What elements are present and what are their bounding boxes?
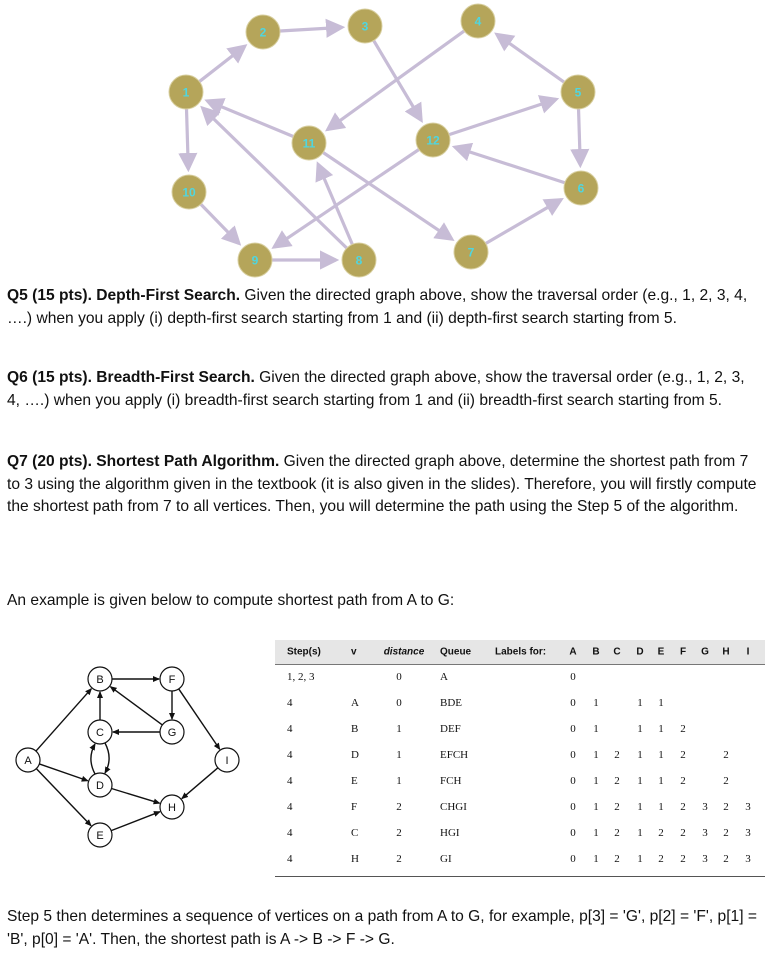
table-cell: 1 (593, 749, 599, 761)
table-cell: 0 (570, 723, 576, 735)
node-label: 9 (251, 253, 259, 268)
table-cell: 1 (593, 697, 599, 709)
table-cell: 3 (745, 801, 751, 813)
table-cell: FCH (440, 775, 462, 787)
table-cell: B (351, 723, 359, 735)
q7-title: Q7 (20 pts). Shortest Path Algorithm. (7, 453, 280, 470)
table-cell: C (351, 827, 359, 839)
question-q7 (7, 451, 759, 519)
table-cell: 1 (593, 775, 599, 787)
example-intro: An example is given below to compute shortest path from A to G: (7, 592, 455, 609)
table-cell: 1 (637, 723, 643, 735)
table-cell: 1 (658, 749, 664, 761)
edge-6-12 (455, 147, 565, 183)
table-cell: BDE (440, 697, 462, 709)
table-cell: 1 (658, 775, 664, 787)
table-cell: 0 (570, 775, 576, 787)
table-cell: 1 (658, 801, 664, 813)
example-node-label: F (168, 674, 176, 686)
graph-node-10 (172, 175, 206, 209)
table-cell: 2 (614, 775, 620, 787)
graph-node-7 (454, 235, 488, 269)
node-label: 4 (474, 14, 482, 29)
table-cell: 2 (680, 801, 686, 813)
table-cell: 0 (396, 697, 402, 709)
table-cell: 2 (723, 801, 729, 813)
table-cell: 2 (680, 853, 686, 865)
edge-5-4 (497, 34, 564, 82)
table-cell: 4 (287, 697, 293, 709)
table-cell: CHGI (440, 801, 467, 813)
table-cell: HGI (440, 827, 460, 839)
table-cell: 2 (723, 853, 729, 865)
table-header-cell: Queue (440, 646, 472, 658)
table-cell: 4 (287, 853, 293, 865)
table-cell: 1 (396, 723, 402, 735)
table-cell: 3 (702, 827, 708, 839)
table-header-cell: distance (383, 646, 425, 658)
table-cell: 0 (570, 801, 576, 813)
table-cell: 4 (287, 827, 293, 839)
graph-node-6 (564, 171, 598, 205)
step5-text: Step 5 then determines a sequence of vertices on a path from A to G, for example, p[3] = 'G', p[2] = 'F', p[1] = 'B', p[0] = 'A'. Then, the shortest path is A -> B -> F -> G. (7, 908, 757, 948)
table-bottom-rule (275, 876, 765, 877)
graph-node-5 (561, 75, 595, 109)
edge-12-5 (449, 99, 556, 134)
table-cell: 1 (593, 827, 599, 839)
graph-node-12 (416, 123, 450, 157)
table-cell: 2 (680, 749, 686, 761)
table-header-cell: E (657, 646, 665, 658)
table-cell: 0 (570, 671, 576, 683)
table-cell: E (351, 775, 358, 787)
table-cell: 2 (396, 827, 402, 839)
table-header-cell: I (746, 646, 750, 658)
table-cell: 2 (658, 827, 664, 839)
node-label: 2 (259, 25, 267, 40)
edge-11-7 (323, 152, 452, 239)
example-edge-G-B (110, 687, 162, 725)
directed-graph-figure (0, 0, 768, 280)
table-header-cell: F (679, 646, 687, 658)
node-label: 8 (355, 253, 363, 268)
table-cell: 2 (723, 775, 729, 787)
table-header-cell: D (636, 646, 644, 658)
table-cell: 1 (396, 775, 402, 787)
table-cell: 2 (614, 853, 620, 865)
table-cell: 4 (287, 749, 293, 761)
table-cell: 0 (570, 853, 576, 865)
table-cell: 2 (396, 801, 402, 813)
example-node-label: C (96, 727, 104, 739)
example-node-label: G (167, 727, 177, 739)
example-node-label: I (225, 755, 229, 767)
table-cell: 1 (593, 853, 599, 865)
node-label: 12 (426, 133, 440, 148)
q6-title: Q6 (15 pts). Breadth-First Search. (7, 369, 255, 386)
example-node-I (215, 748, 239, 772)
example-node-D (88, 773, 112, 797)
edge-5-6 (579, 109, 581, 165)
example-node-B (88, 667, 112, 691)
example-edge-E-H (111, 812, 160, 831)
table-cell: 2 (614, 749, 620, 761)
table-cell: 2 (680, 775, 686, 787)
table-cell: D (351, 749, 359, 761)
node-label: 5 (574, 85, 582, 100)
table-cell: 1 (593, 801, 599, 813)
table-header-cell: H (722, 646, 730, 658)
table-cell: 1, 2, 3 (287, 671, 315, 683)
graph-node-1 (169, 75, 203, 109)
node-label: 7 (467, 245, 475, 260)
graph-node-11 (292, 126, 326, 160)
table-cell: 2 (396, 853, 402, 865)
table-cell: 2 (680, 723, 686, 735)
table-header-cell: Step(s) (287, 646, 321, 658)
table-cell: 1 (637, 775, 643, 787)
example-node-H (160, 795, 184, 819)
table-cell: 1 (637, 697, 643, 709)
table-header-cell: C (613, 646, 621, 658)
table-cell: 3 (702, 853, 708, 865)
example-node-label: A (24, 755, 32, 767)
edge-4-11 (328, 31, 465, 130)
edge-1-2 (199, 46, 244, 81)
q5-title: Q5 (15 pts). Depth-First Search. (7, 287, 241, 304)
example-node-A (16, 748, 40, 772)
table-cell: EFCH (440, 749, 469, 761)
edge-11-1 (207, 101, 293, 137)
node-label: 3 (361, 19, 369, 34)
table-cell: A (440, 671, 448, 683)
table-cell: DEF (440, 723, 461, 735)
table-header-cell: v (351, 646, 357, 658)
example-edge-I-H (182, 768, 218, 799)
example-edge-A-E (36, 769, 91, 826)
example-node-label: E (96, 830, 104, 842)
question-q6 (7, 367, 759, 412)
table-cell: 4 (287, 723, 293, 735)
example-node-G (160, 720, 184, 744)
table-cell: 3 (702, 801, 708, 813)
example-edge-D-C (91, 744, 95, 774)
table-cell: 1 (658, 697, 664, 709)
graph-node-9 (238, 243, 272, 277)
table-cell: F (351, 801, 358, 813)
table-cell: GI (440, 853, 452, 865)
graph-node-4 (461, 4, 495, 38)
table-cell: 0 (570, 827, 576, 839)
example-node-label: B (96, 674, 104, 686)
table-cell: 1 (593, 723, 599, 735)
example-node-label: D (96, 780, 104, 792)
table-cell: 0 (570, 749, 576, 761)
graph-node-2 (246, 15, 280, 49)
example-edge-F-I (179, 689, 220, 749)
table-cell: 0 (396, 671, 402, 683)
table-cell: H (351, 853, 359, 865)
table-cell: 0 (570, 697, 576, 709)
table-cell: 1 (658, 723, 664, 735)
table-cell: 1 (637, 853, 643, 865)
table-cell: A (351, 697, 359, 709)
example-node-E (88, 823, 112, 847)
table-cell: 4 (287, 775, 293, 787)
node-label: 11 (302, 136, 316, 151)
question-q5 (7, 285, 759, 330)
table-cell: 1 (637, 801, 643, 813)
table-cell: 4 (287, 801, 293, 813)
table-cell: 3 (745, 827, 751, 839)
example-node-F (160, 667, 184, 691)
edge-10-9 (201, 204, 239, 243)
table-cell: 2 (658, 853, 664, 865)
example-edge-A-B (36, 689, 91, 751)
example-node-C (88, 720, 112, 744)
table-cell: 1 (637, 749, 643, 761)
table-cell: 1 (637, 827, 643, 839)
table-header-cell: Labels for: (495, 646, 547, 658)
node-label: 10 (182, 185, 196, 200)
example-edge-D-H (111, 789, 159, 804)
table-cell: 1 (396, 749, 402, 761)
example-edge-C-D (105, 743, 109, 773)
shortest-path-table (275, 640, 765, 880)
table-cell: 3 (745, 853, 751, 865)
q7-body: Given the directed graph above, determine the shortest path from 7 to 3 using the algorithm given in the textbook (it is also given in the slides). Therefore, you will firstly compute the shortest path from 7 to all vertices. Then, you will determine the path using the Step 5 of the algorithm. (7, 453, 757, 515)
edge-2-3 (280, 27, 342, 31)
example-node-label: H (168, 802, 176, 814)
table-header-cell: B (592, 646, 600, 658)
example-graph-figure (0, 640, 260, 880)
q5-body: Given the directed graph above, show the traversal order (e.g., 1, 2, 3, 4, ….) when you apply (i) depth-first search starting from 1 and (ii) depth-first search starting from 5. (7, 287, 748, 327)
table-cell: 2 (614, 801, 620, 813)
table-cell: 2 (723, 827, 729, 839)
graph-node-8 (342, 243, 376, 277)
table-cell: 2 (723, 749, 729, 761)
table-cell: 2 (680, 827, 686, 839)
example-edge-A-D (39, 764, 87, 781)
node-label: 1 (182, 85, 190, 100)
table-header-cell: G (701, 646, 709, 658)
node-label: 6 (577, 181, 585, 196)
edge-7-6 (486, 200, 561, 244)
edge-1-10 (187, 109, 189, 169)
graph-node-3 (348, 9, 382, 43)
table-header-cell: A (569, 646, 577, 658)
table-cell: 2 (614, 827, 620, 839)
q6-body: Given the directed graph above, show the traversal order (e.g., 1, 2, 3, 4, ….) when you apply (i) breadth-first search starting from 1 and (ii) breadth-first search starting from 5. (7, 369, 745, 409)
